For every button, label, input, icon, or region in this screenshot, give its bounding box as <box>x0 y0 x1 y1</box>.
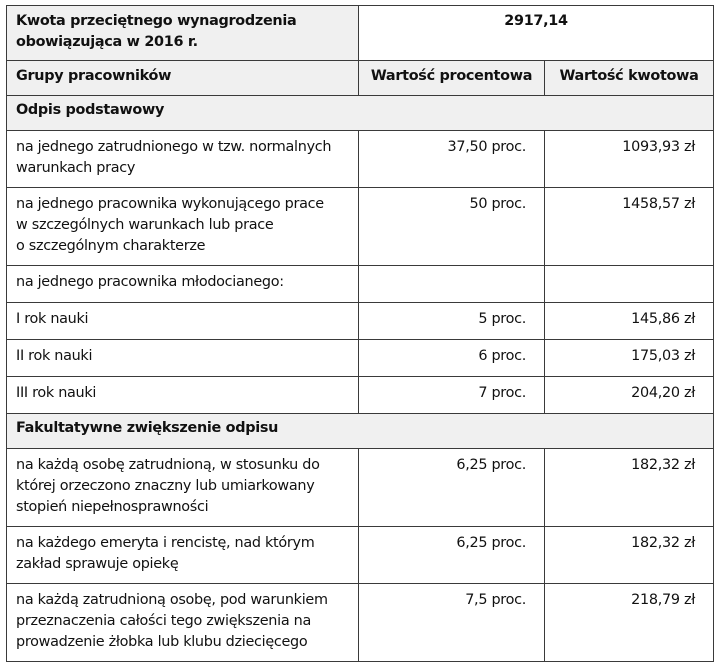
row-percent: 50 proc. <box>359 188 545 266</box>
row-description-line: na każdą osobę zatrudnioną, w stosunku do <box>16 457 320 473</box>
row-description-line: przeznaczenia całości tego zwiększenia na <box>16 613 311 629</box>
row-description <box>7 131 359 188</box>
section-row-optional <box>7 414 714 449</box>
table-row <box>7 377 714 414</box>
table-row <box>7 303 714 340</box>
row-description: III rok nauki <box>7 377 359 414</box>
row-description-line: w szczególnych warunkach lub prace <box>16 217 274 233</box>
row-description-line: o szczególnym charakterze <box>16 238 206 254</box>
table-row <box>7 340 714 377</box>
table-row <box>7 584 714 662</box>
allowance-table <box>6 5 714 662</box>
column-header-percent: Wartość procentowa <box>359 61 545 96</box>
row-amount: 182,32 zł <box>545 449 714 527</box>
section-title: Fakultatywne zwiększenie odpisu <box>7 414 714 449</box>
table-row <box>7 527 714 584</box>
column-header-amount: Wartość kwotowa <box>545 61 714 96</box>
column-header-row <box>7 61 714 96</box>
average-salary-amount: 2917,14 <box>359 6 714 61</box>
row-description-line: zakład sprawuje opiekę <box>16 556 179 572</box>
table-row <box>7 449 714 527</box>
row-amount <box>545 266 714 303</box>
row-amount: 1093,93 zł <box>545 131 714 188</box>
row-description-line: na każdego emeryta i rencistę, nad którym <box>16 535 315 551</box>
row-amount: 204,20 zł <box>545 377 714 414</box>
column-header-groups: Grupy pracowników <box>7 61 359 96</box>
row-description <box>7 584 359 662</box>
table-row <box>7 131 714 188</box>
row-percent: 7,5 proc. <box>359 584 545 662</box>
row-description <box>7 527 359 584</box>
average-salary-label-line: Kwota przeciętnego wynagrodzenia <box>16 13 297 29</box>
row-description <box>7 449 359 527</box>
average-salary-row <box>7 6 714 61</box>
row-description: II rok nauki <box>7 340 359 377</box>
row-percent: 6 proc. <box>359 340 545 377</box>
row-percent: 37,50 proc. <box>359 131 545 188</box>
row-description: na jednego pracownika młodocianego: <box>7 266 359 303</box>
row-percent: 6,25 proc. <box>359 449 545 527</box>
row-amount: 145,86 zł <box>545 303 714 340</box>
row-percent: 5 proc. <box>359 303 545 340</box>
row-amount: 1458,57 zł <box>545 188 714 266</box>
row-percent <box>359 266 545 303</box>
row-description-line: na każdą zatrudnioną osobę, pod warunkiem <box>16 592 328 608</box>
row-description-line: na jednego pracownika wykonującego prace <box>16 196 324 212</box>
section-row-basic <box>7 96 714 131</box>
row-description-line: warunkach pracy <box>16 160 136 176</box>
table-row <box>7 188 714 266</box>
row-description-line: stopień niepełnosprawności <box>16 499 209 515</box>
row-description-line: na jednego zatrudnionego w tzw. normalnych <box>16 139 332 155</box>
row-description: I rok nauki <box>7 303 359 340</box>
table-row <box>7 266 714 303</box>
row-amount: 175,03 zł <box>545 340 714 377</box>
row-amount: 218,79 zł <box>545 584 714 662</box>
average-salary-label <box>7 6 359 61</box>
row-amount: 182,32 zł <box>545 527 714 584</box>
row-description <box>7 188 359 266</box>
section-title: Odpis podstawowy <box>7 96 714 131</box>
row-description-line: której orzeczono znaczny lub umiarkowany <box>16 478 315 494</box>
row-percent: 7 proc. <box>359 377 545 414</box>
row-description-line: prowadzenie żłobka lub klubu dziecięcego <box>16 634 308 650</box>
row-percent: 6,25 proc. <box>359 527 545 584</box>
average-salary-label-line: obowiązująca w 2016 r. <box>16 34 198 50</box>
